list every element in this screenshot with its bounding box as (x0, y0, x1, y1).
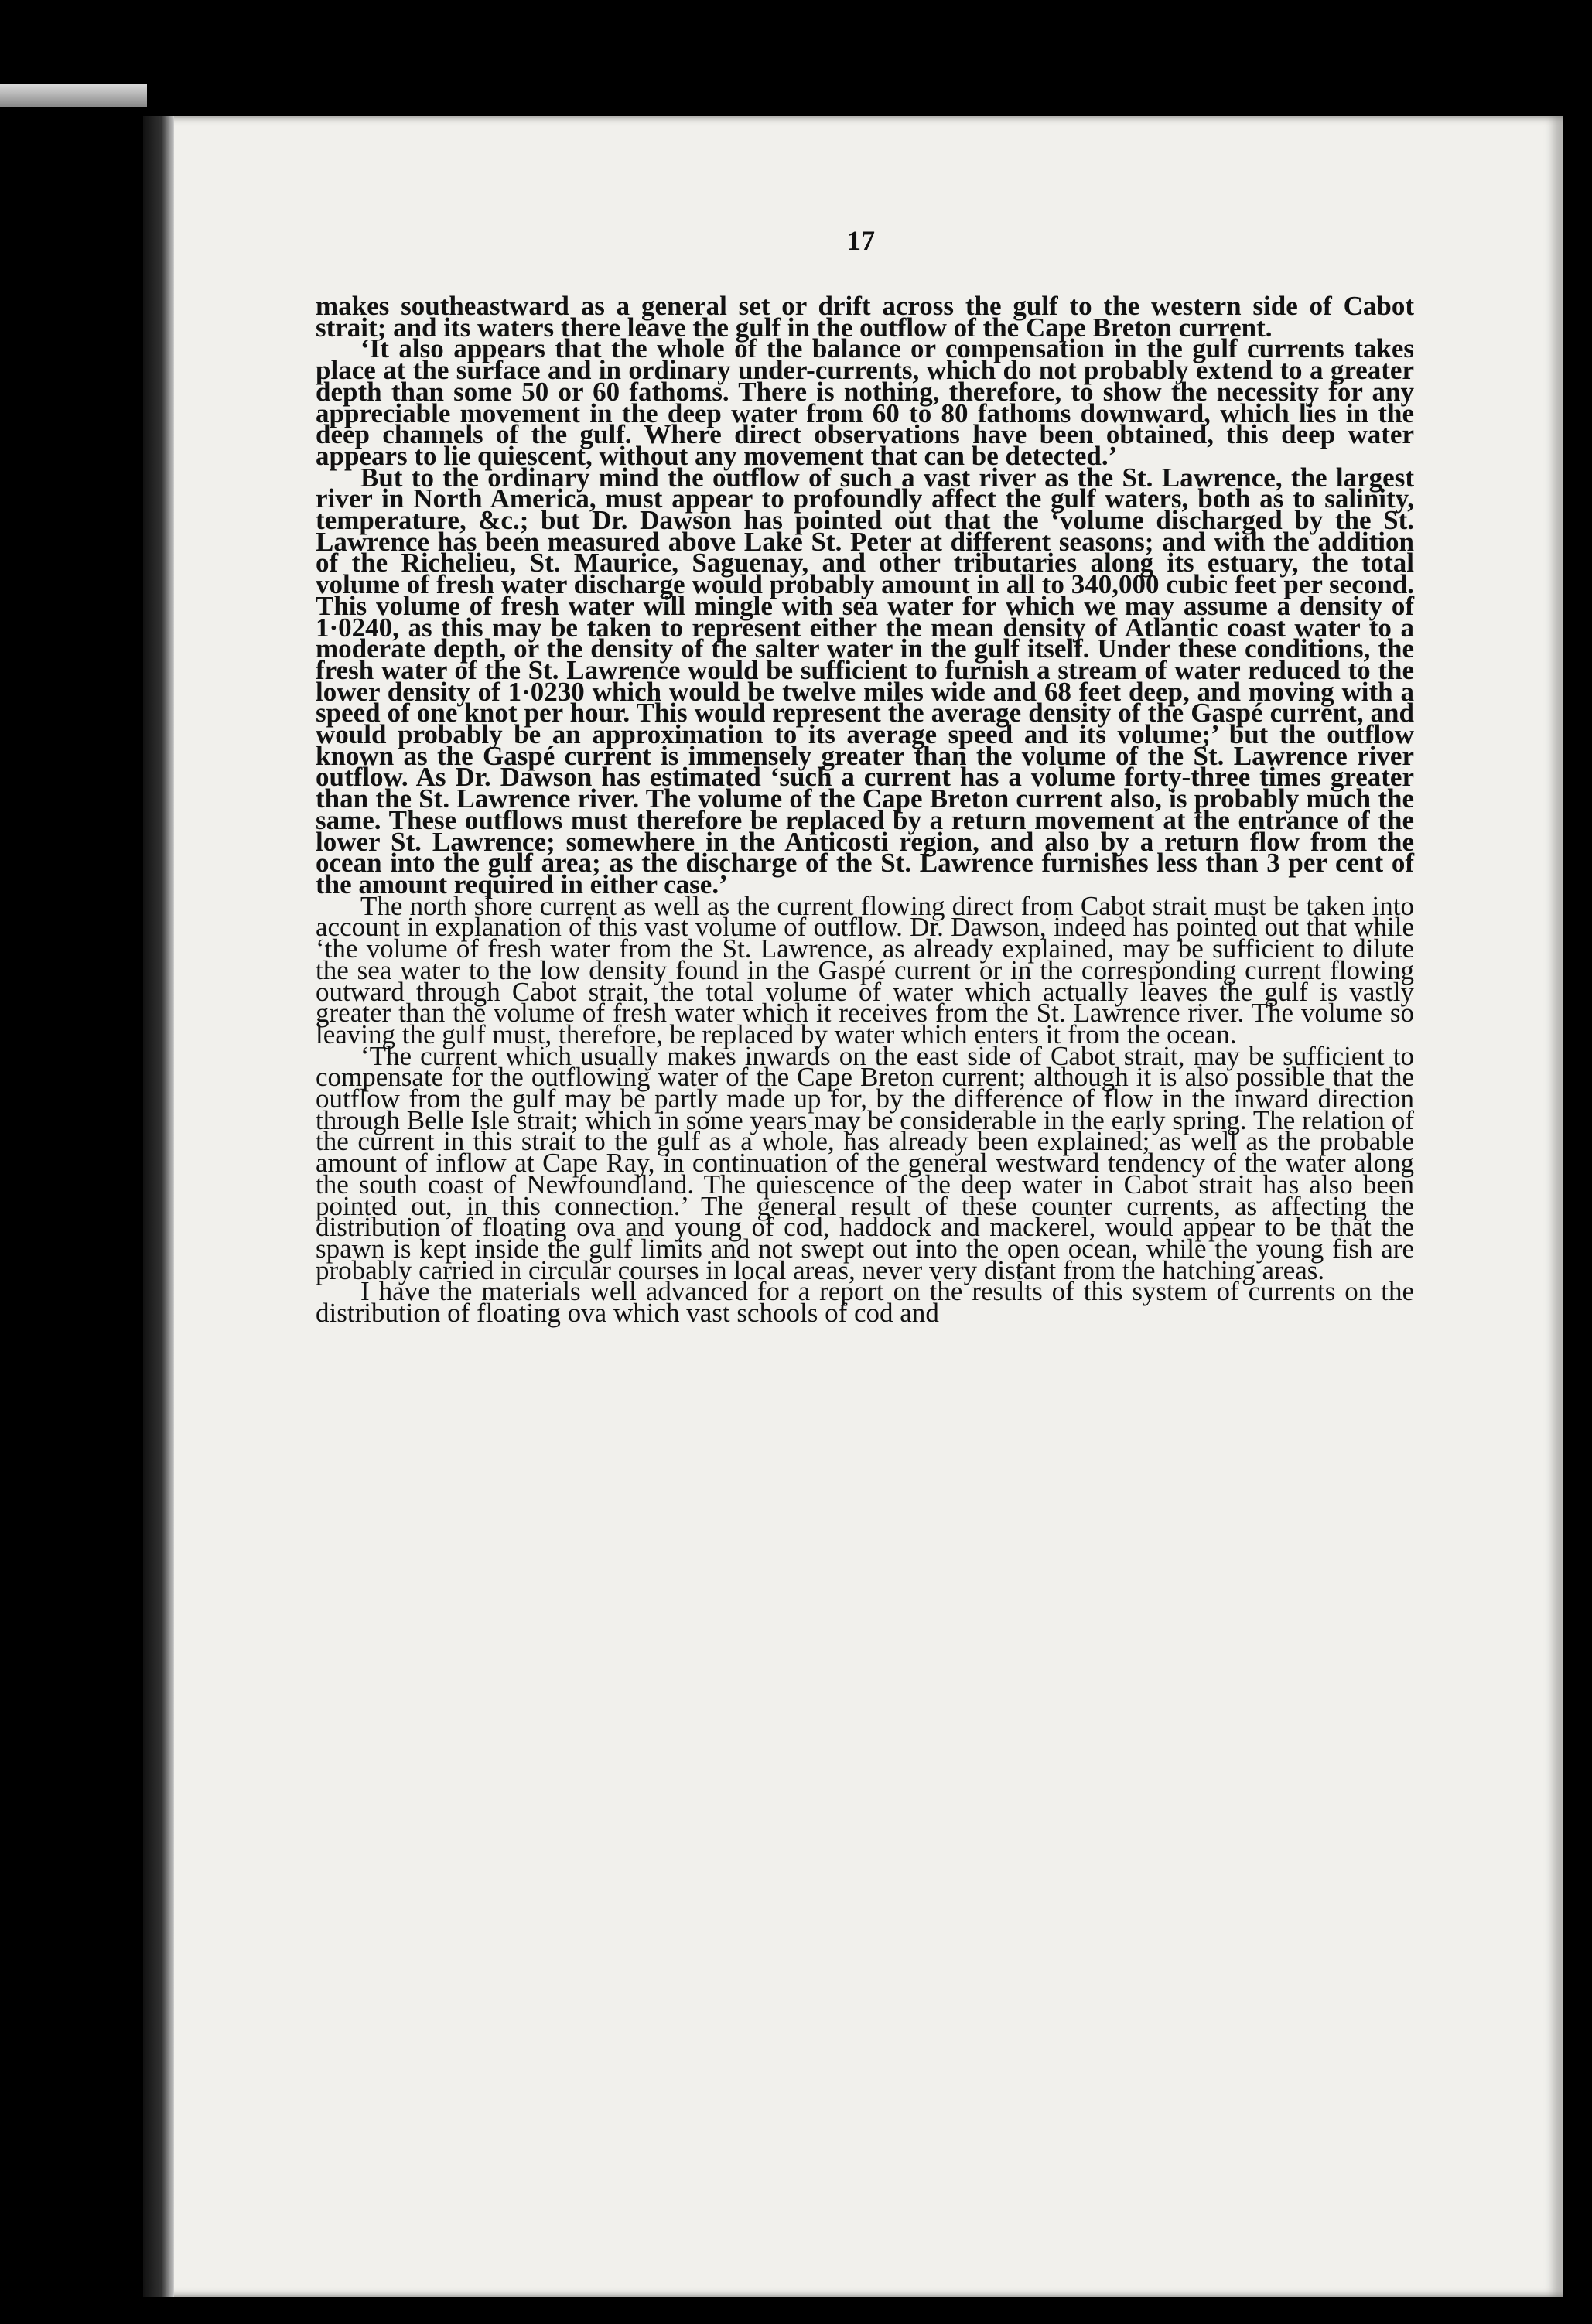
paragraph-4: The north shore current as well as the current flowing direct from Cabot strait must be taken into account in explanation of this vast volume of outflow. Dr. Dawson, indeed has pointed out that while ‘the volume of fresh water from the St. Lawrence, as already explained, may be sufficient to dilute the sea water to the low density found in the Gaspé current or in the corresponding current flowing outward through Cabot strait, the total volume of water which actually leaves the gulf is vastly greater than the volume of fresh water which it receives from the St. Lawrence river. The volume so leaving the gulf must, therefore, be replaced by water which enters it from the ocean. (316, 890, 1414, 1049)
body-text (316, 291, 1414, 1329)
paragraph-1: makes southeastward as a general set or drift across the gulf to the western side of Cabot strait; and its waters there leave the gulf in the outflow of the Cape Breton current. (316, 291, 1414, 343)
book-spine-edge (0, 84, 147, 107)
paragraph-6: I have the materials well advanced for a report on the results of this system of currents on the distribution of floating ova which vast schools of cod and (316, 1276, 1414, 1329)
paragraph-5: ‘The current which usually makes inwards on the east side of Cabot strait, may be sufficient to compensate for the outflowing water of the Cape Breton current; although it is also possible that the outflow from the gulf may be partly made up for, by the difference of flow in the inward direction through Belle Isle strait; which in some years may be considerable in the early spring. The relation of the current in this strait to the gulf as a whole, has already been explained; as well as the probable amount of inflow at Cape Ray, in continuation of the general westward tendency of the water along the south coast of Newfoundland. The quiescence of the deep water in Cabot strait has also been pointed out, in this connection.’ The general result of these counter currents, as affecting the distribution of floating ova and young of cod, haddock and mackerel, would appear to be that the spawn is kept inside the gulf limits and not swept out into the open ocean, while the young fish are probably carried in circular courses in local areas, never very distant from the hatching areas. (316, 1040, 1414, 1285)
paragraph-3: But to the ordinary mind the outflow of such a vast river as the St. Lawrence, the largest river in North America, must appear to profoundly affect the gulf waters, both as to salinity, temperature, &c.; but Dr. Dawson has pointed out that the ‘volume discharged by the St. Lawrence has been measured above Lake St. Peter at different seasons; and with the addition of the Richelieu, St. Maurice, Saguenay, and other tributaries along its estuary, the total volume of fresh water discharge would probably amount in all to 340,000 cubic feet per second. This volume of fresh water will mingle with sea water for which we may assume a density of 1·0240, as this may be taken to represent either the mean density of Atlantic coast water to a moderate depth, or the density of the salter water in the gulf itself. Under these conditions, the fresh water of the St. Lawrence would be sufficient to furnish a stream of water reduced to the lower density of 1·0230 which would be twelve miles wide and 68 feet deep, and moving with a speed of one knot per hour. This would represent the average density of the Gaspé current, and would probably be an approximation to its average speed and its volume;’ but the outflow known as the Gaspé current is immensely greater than the volume of the St. Lawrence river outflow. As Dr. Dawson has estimated ‘such a current has a volume forty-three times greater than the St. Lawrence river. The volume of the Cape Breton current also, is probably much the same. These outflows must therefore be replaced by a return movement at the entrance of the lower St. Lawrence; somewhere in the Anticosti region, and also by a return flow from the ocean into the gulf area; as the discharge of the St. Lawrence furnishes less than 3 per cent of the amount required in either case.’ (316, 462, 1414, 899)
page-binding-shadow (143, 116, 174, 2297)
page-number: 17 (847, 225, 875, 256)
paragraph-2: ‘It also appears that the whole of the balance or compensation in the gulf currents takes place at the surface and in ordinary under-currents, which do not probably extend to a greater depth than some 50 or 60 fathoms. There is nothing, therefore, to show the necessity for any appreciable movement in the deep water from 60 to 80 fathoms downward, which lies in the deep channels of the gulf. Where direct observations have been obtained, this deep water appears to lie quiescent, without any movement that can be detected.’ (316, 333, 1414, 471)
